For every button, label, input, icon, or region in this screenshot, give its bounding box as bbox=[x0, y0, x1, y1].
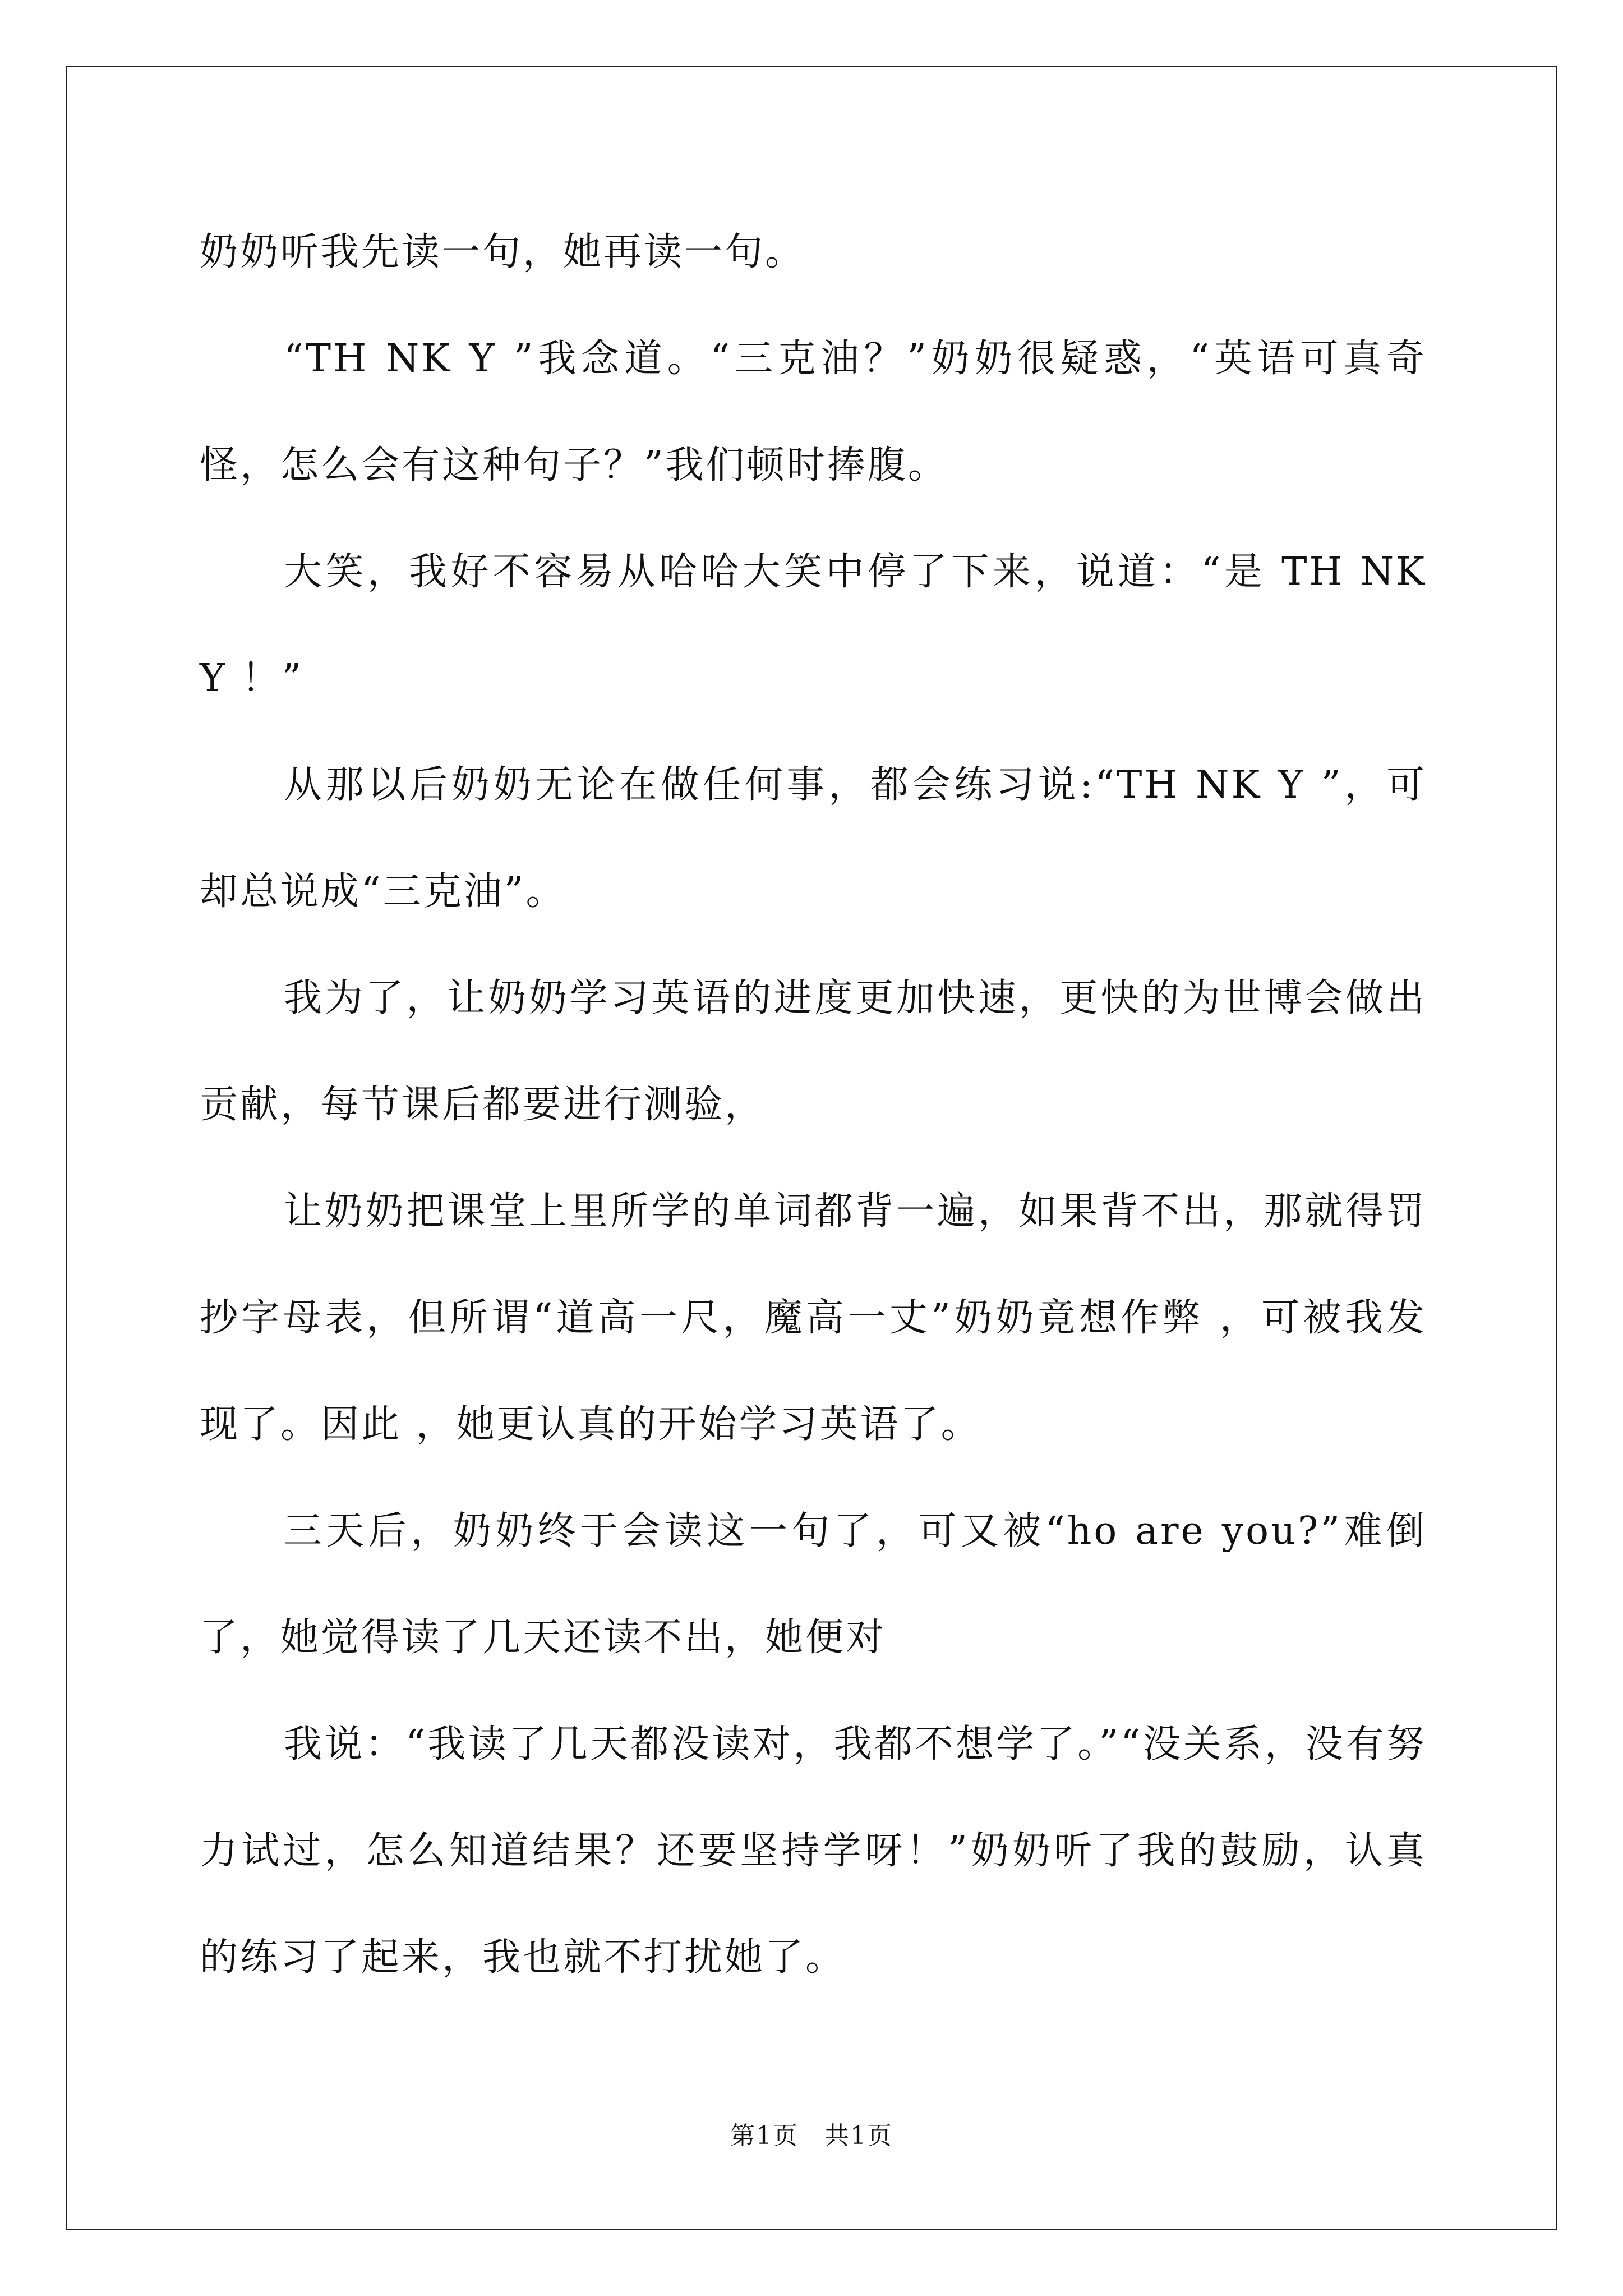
paragraph-8: 我说：“我读了几天都没读对，我都不想学了。”“没关系，没有努力试过，怎么知道结果？还要坚持学呀！”奶奶听了我的鼓励，认真的练习了起来，我也就不打扰她了。 bbox=[200, 1722, 1427, 1980]
paragraph-4: 从那以后奶奶无论在做任何事，都会练习说:“TH NK Y ”，可却总说成“三克油”。 bbox=[200, 763, 1427, 914]
paragraph-7: 三天后，奶奶终于会读这一句了，可又被“ho are you?”难倒了，她觉得读了几天还读不出，她便对 bbox=[200, 1509, 1427, 1660]
page-number-footer: 第1页 共1页 bbox=[730, 2122, 893, 2150]
paragraph-2: “TH NK Y ”我念道。“三克油？”奶奶很疑惑，“英语可真奇怪，怎么会有这种句子？”我们顿时捧腹。 bbox=[200, 337, 1427, 487]
paragraph-1: 奶奶听我先读一句，她再读一句。 bbox=[200, 230, 806, 274]
paragraph-3: 大笑，我好不容易从哈哈大笑中停了下来，说道：“是 TH NK Y ！” bbox=[200, 550, 1427, 701]
document-body bbox=[200, 199, 1427, 2011]
paragraph-5: 我为了，让奶奶学习英语的进度更加快速，更快的为世博会做出贡献，每节课后都要进行测验， bbox=[200, 976, 1427, 1127]
paragraph-6: 让奶奶把课堂上里所学的单词都背一遍，如果背不出，那就得罚抄字母表，但所谓“道高一尺，魔高一丈”奶奶竟想作弊 ，可被我发现了。因此 ，她更认真的开始学习英语了。 bbox=[200, 1189, 1427, 1447]
